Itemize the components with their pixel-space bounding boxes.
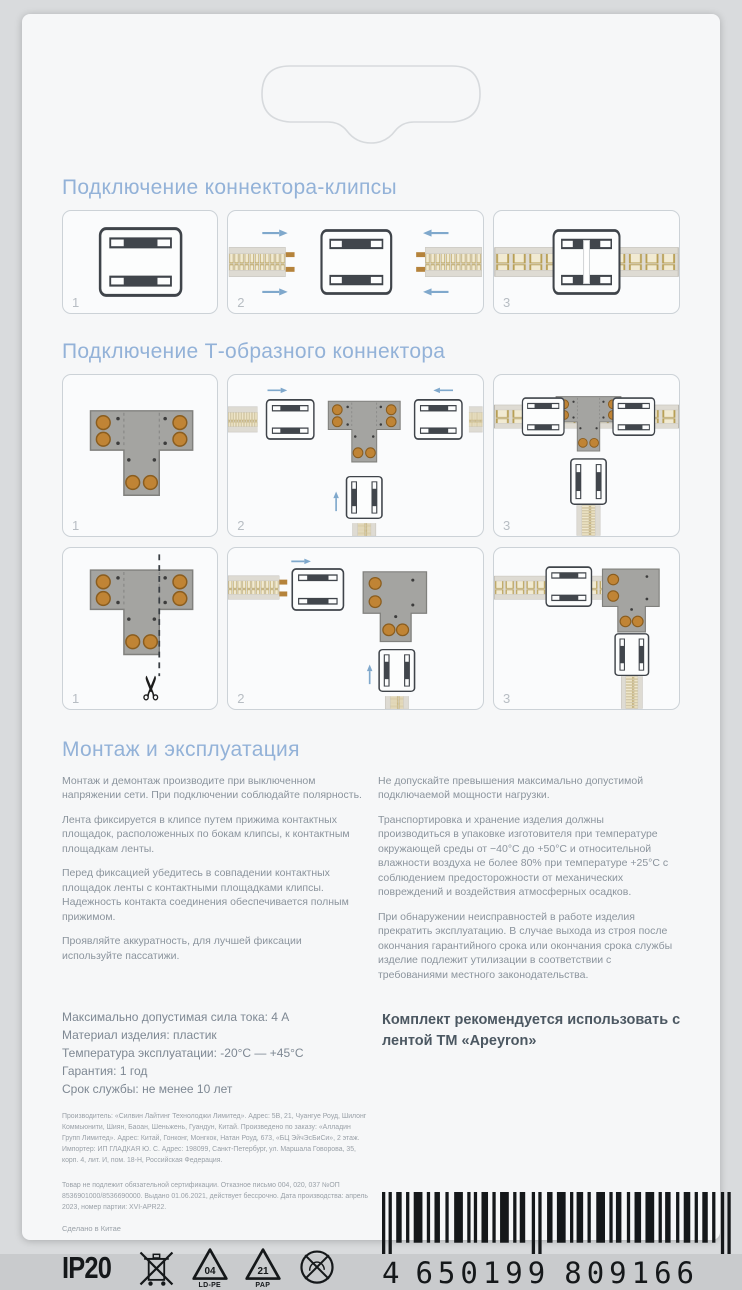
recycle-pap-group xyxy=(243,1246,283,1289)
ip-rating-label: IP20 xyxy=(62,1249,112,1285)
crossed-out-bin-icon xyxy=(135,1246,177,1290)
bottom-right-column xyxy=(370,1008,734,1289)
made-in-text: Сделано в Китае xyxy=(62,1223,121,1233)
usage-paragraph: При обнаружении неисправностей в работе изделия прекратить эксплуатацию. В случае выхода из строя после окончания гарантийного срока или окончания срока службы изделие подлежит утилизации в соответствии с требованиями местного законодательства. xyxy=(378,910,673,981)
manufacturer-text: Производитель: «Силвин Лайтинг Технолоджи Лимитед». Адрес: 5B, 21, Чуангуе Роуд, Шилонг Коммьюнити, Шиян, Баоан, Шеньжень, Гуандун, Китай. Произведено по заказу: «Алладин Групп Лимитед». Адрес: Китай, Гонконг, Монгкок, Натан Роуд, 673, «БЦ ЭйчЭсБиСи», 2 этаж. Импортер: ИП ГЛАДКАЯ Ю. С. Адрес: 198099, Санкт-Петербург, ул. Маршала Говорова, 35, корп. 4, лит. И, пом. 18-Н, Российская Федерация. xyxy=(62,1113,367,1165)
section-title-clip-connection: Подключение коннектора-клипсы xyxy=(62,176,397,199)
usage-paragraph: Монтаж и демонтаж производите при выключенном напряжении сети. При подключении соблюдайте полярность. xyxy=(62,775,362,802)
usage-paragraph: Лента фиксируется в клипсе путем прижима контактных площадок, расположенных по бокам клипсы, к контактным площадкам ленты. xyxy=(62,813,350,855)
bottom-block xyxy=(62,1008,699,1290)
cut-step-1-panel xyxy=(62,547,218,710)
tee-step-1-panel xyxy=(62,374,218,537)
spec-line: Температура эксплуатации: -20°С — +45°С xyxy=(62,1046,304,1061)
elbow-step-2-panel xyxy=(227,547,484,710)
packaging-card xyxy=(22,14,720,1290)
spec-line: Материал изделия: пластик xyxy=(62,1028,217,1043)
section-title-usage: Монтаж и эксплуатация xyxy=(62,738,300,761)
step-number: 2 xyxy=(237,518,245,533)
clip-assembled-diagram xyxy=(494,211,679,313)
compliance-icons-row xyxy=(62,1246,370,1290)
recycle-triangle-icon xyxy=(190,1246,230,1284)
step-number: 2 xyxy=(237,691,245,706)
certification-text: Товар не подлежит обязательной сертификации. Отказное письмо 004, 020, 037 №ОП 8536901000/8536690000. Выдано 01.06.2021, действует бессрочно. Дата производства: апрель 2023, номер партии: XVI-APR22. xyxy=(62,1181,368,1211)
usage-paragraph: Транспортировка и хранение изделия должны производиться в упаковке изготовителя при температуре окружающей среды от −40°С до +50°С и относительной влажности воздуха не более 80% при температуре +25°С с соблюдением предосторожности от механических повреждений и воздействия атмосферных осадков. xyxy=(378,813,669,899)
euro-slot-shape xyxy=(256,56,486,152)
elbow-assembly-diagram xyxy=(228,548,483,709)
recycle-material-label: LD-PE xyxy=(198,1282,222,1290)
step-number: 3 xyxy=(502,295,511,310)
bottom-left-column xyxy=(62,1008,370,1289)
step-number: 1 xyxy=(72,691,80,706)
barcode-digits xyxy=(382,1256,734,1290)
scissors-icon: ✂ xyxy=(134,673,172,702)
usage-paragraph: Проявляйте аккуратность, для лучшей фиксации используйте пассатижи. xyxy=(62,935,302,962)
euro-hanger-cutout xyxy=(62,56,680,152)
clip-step-2-panel xyxy=(227,210,484,314)
tee-steps-row-2 xyxy=(62,547,680,710)
recommendation-text: Комплект рекомендуется использовать с лентой ТМ «Apeyron» xyxy=(382,1012,681,1050)
spec-line: Гарантия: 1 год xyxy=(62,1064,148,1079)
step-number: 3 xyxy=(502,518,511,533)
section-title-tee-connection: Подключение Т-образного коннектора xyxy=(62,340,446,363)
usage-paragraph: Перед фиксацией убедитесь в совпадении контактных площадок ленты с контактными площадками клипсы. Надежность контакта соединения обеспечивается полным прижимом. xyxy=(62,867,349,923)
crossed-circle-icon xyxy=(296,1246,338,1290)
spec-line: Максимально допустимая сила тока: 4 А xyxy=(62,1010,290,1025)
recycle-triangle-icon xyxy=(243,1246,283,1284)
tee-step-2-panel xyxy=(227,374,484,537)
barcode-digit-group: 809166 xyxy=(564,1255,699,1290)
usage-right-column xyxy=(378,774,678,992)
elbow-step-3-panel xyxy=(493,547,680,710)
usage-paragraph: Не допускайте превышения максимально допустимой подключаемой мощности нагрузки. xyxy=(378,775,644,802)
clip-step-1-panel xyxy=(62,210,218,314)
usage-text-columns xyxy=(62,774,680,992)
tee-steps-row-1 xyxy=(62,374,680,537)
tee-connector-diagram xyxy=(63,375,217,536)
barcode-digit-group: 650199 xyxy=(415,1255,551,1290)
recycle-code: 04 xyxy=(204,1266,216,1278)
step-number: 1 xyxy=(72,295,80,310)
elbow-assembled-diagram xyxy=(494,548,679,709)
step-number: 3 xyxy=(502,691,511,706)
step-number: 1 xyxy=(72,518,80,533)
tee-assembly-diagram xyxy=(228,375,483,536)
spec-line: Срок службы: не менее 10 лет xyxy=(62,1082,233,1097)
clip-step-3-panel xyxy=(493,210,680,314)
recycle-code: 21 xyxy=(257,1266,269,1278)
step-number: 2 xyxy=(237,295,245,310)
tee-assembled-diagram xyxy=(494,375,679,536)
tee-step-3-panel xyxy=(493,374,680,537)
clip-insert-strips-diagram xyxy=(228,211,483,313)
barcode-bars xyxy=(382,1192,734,1254)
clip-connector-diagram xyxy=(63,211,217,313)
recycle-material-label: PAP xyxy=(255,1282,271,1290)
tee-cut-line-diagram xyxy=(63,548,217,709)
specs-list xyxy=(62,1008,370,1098)
recycle-ldpe-group xyxy=(190,1246,230,1289)
barcode xyxy=(382,1192,734,1290)
barcode-digit-group: 4 xyxy=(382,1255,400,1290)
usage-left-column xyxy=(62,774,362,992)
clip-steps-row xyxy=(62,210,680,314)
